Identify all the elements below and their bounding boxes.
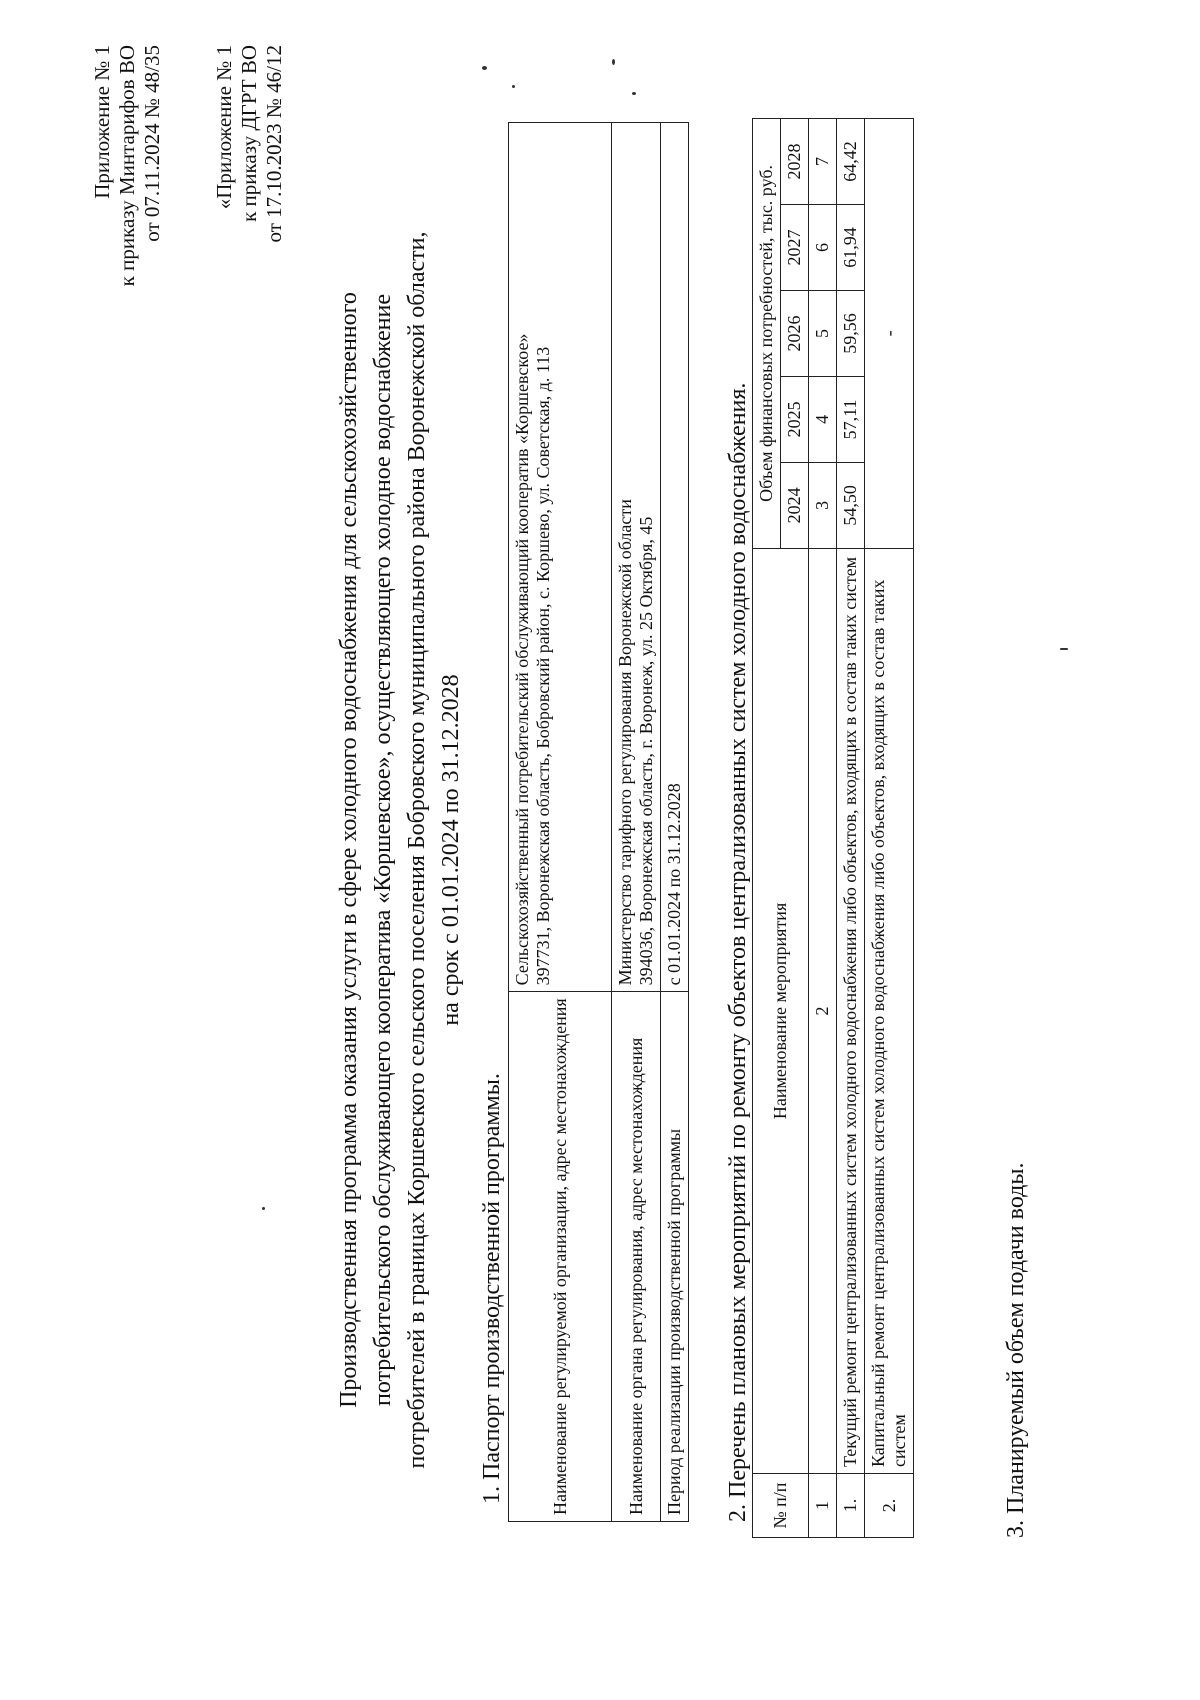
appendix-dgrt [212, 45, 287, 365]
table-index-row [809, 119, 837, 1538]
table-header-row [753, 119, 781, 1538]
passport-value [509, 123, 612, 992]
passport-label: Наименование органа регулирования, адрес местонахождения [612, 992, 661, 1522]
repair-plan-table [752, 118, 914, 1538]
col-header-num: № п/п [753, 1474, 809, 1538]
passport-value: с 01.01.2024 по 31.12.2028 [661, 123, 689, 992]
year-cell: 2026 [781, 290, 809, 376]
appendix2-line1: «Приложение № 1 [212, 45, 236, 210]
col-header-volume: Объем финансовых потребностей, тыс. руб. [753, 119, 781, 549]
index-cell: 7 [809, 119, 837, 205]
scan-speck [512, 85, 515, 88]
table-row [837, 119, 865, 1538]
row-num: 2. [865, 1474, 914, 1538]
section2-heading: 2. Перечень плановых мероприятий по ремонту объектов централизованных систем холодного водоснабжения. [725, 382, 751, 1522]
year-cell: 2025 [781, 376, 809, 462]
scan-speck [482, 66, 487, 70]
section3-heading: 3. Планируемый объем подачи воды. [1003, 1162, 1029, 1538]
scan-speck [262, 1207, 265, 1210]
index-cell: 3 [809, 462, 837, 548]
col-header-name: Наименование мероприятия [753, 548, 809, 1473]
index-cell: 2 [809, 548, 837, 1473]
scan-speck [612, 59, 615, 65]
title-line-1: Производственная программа оказания услуги в сфере холодного водоснабжения для сельскохозяйственного [336, 292, 362, 1408]
table-row [612, 123, 661, 1522]
year-cell: 2024 [781, 462, 809, 548]
year-cell: 2027 [781, 205, 809, 291]
appendix1-line2: к приказу Минтарифов ВО [115, 45, 139, 287]
passport-label: Период реализации производственной программы [661, 992, 689, 1522]
appendix1-line3: от 07.11.2024 № 48/35 [140, 45, 164, 242]
row-name: Капитальный ремонт централизованных систем холодного водоснабжения либо объектов, входящих в состав таких систем [865, 548, 914, 1473]
scan-speck [1060, 648, 1068, 650]
merged-value-cell: - [865, 119, 914, 549]
passport-value [612, 123, 661, 992]
table-row [509, 123, 612, 1522]
value-cell: 64,42 [837, 119, 865, 205]
index-cell: 1 [809, 1474, 837, 1538]
title-line-4: на срок с 01.01.2024 по 31.12.2028 [438, 674, 464, 1026]
appendix2-line3: от 17.10.2023 № 46/12 [262, 45, 286, 243]
value-cell: 54,50 [837, 462, 865, 548]
row-num: 1. [837, 1474, 865, 1538]
passport-label: Наименование регулируемой организации, адрес местонахождения [509, 992, 612, 1522]
document-title [332, 230, 468, 1470]
title-line-3: потребителей в границах Коршевского сельского поселения Бобровского муниципального района Воронежской области, [404, 231, 430, 1469]
passport-value-line: 394036, Воронежская область, г. Воронеж, ул. 25 Октября, 45 [636, 516, 656, 986]
table-row [865, 119, 914, 1538]
value-cell: 61,94 [837, 205, 865, 291]
scan-speck [632, 92, 636, 95]
passport-value-line: 397731, Воронежская область, Бобровский район, с. Коршево, ул. Советская, д. 113 [533, 346, 553, 986]
appendix1-line1: Приложение № 1 [90, 45, 114, 199]
table-row [661, 123, 689, 1522]
title-line-2: потребительского обслуживающего кооператива «Коршевское», осуществляющего холодное водоснабжение [370, 294, 396, 1406]
row-name: Текущий ремонт централизованных систем холодного водоснабжения либо объектов, входящих в состав таких систем [837, 548, 865, 1473]
passport-value-line: Министерство тарифного регулирования Воронежской области [615, 499, 635, 986]
index-cell: 5 [809, 290, 837, 376]
appendix2-line2: к приказу ДГРТ ВО [237, 45, 261, 222]
index-cell: 6 [809, 205, 837, 291]
year-cell: 2028 [781, 119, 809, 205]
value-cell: 59,56 [837, 290, 865, 376]
passport-value-line: Сельскохозяйственный потребительский обслуживающий кооператив «Коршевское» [512, 333, 532, 986]
appendix-minTarifov [90, 45, 165, 365]
value-cell: 57,11 [837, 376, 865, 462]
passport-table [508, 122, 689, 1522]
section1-heading: 1. Паспорт производственной программы. [479, 1073, 505, 1504]
index-cell: 4 [809, 376, 837, 462]
